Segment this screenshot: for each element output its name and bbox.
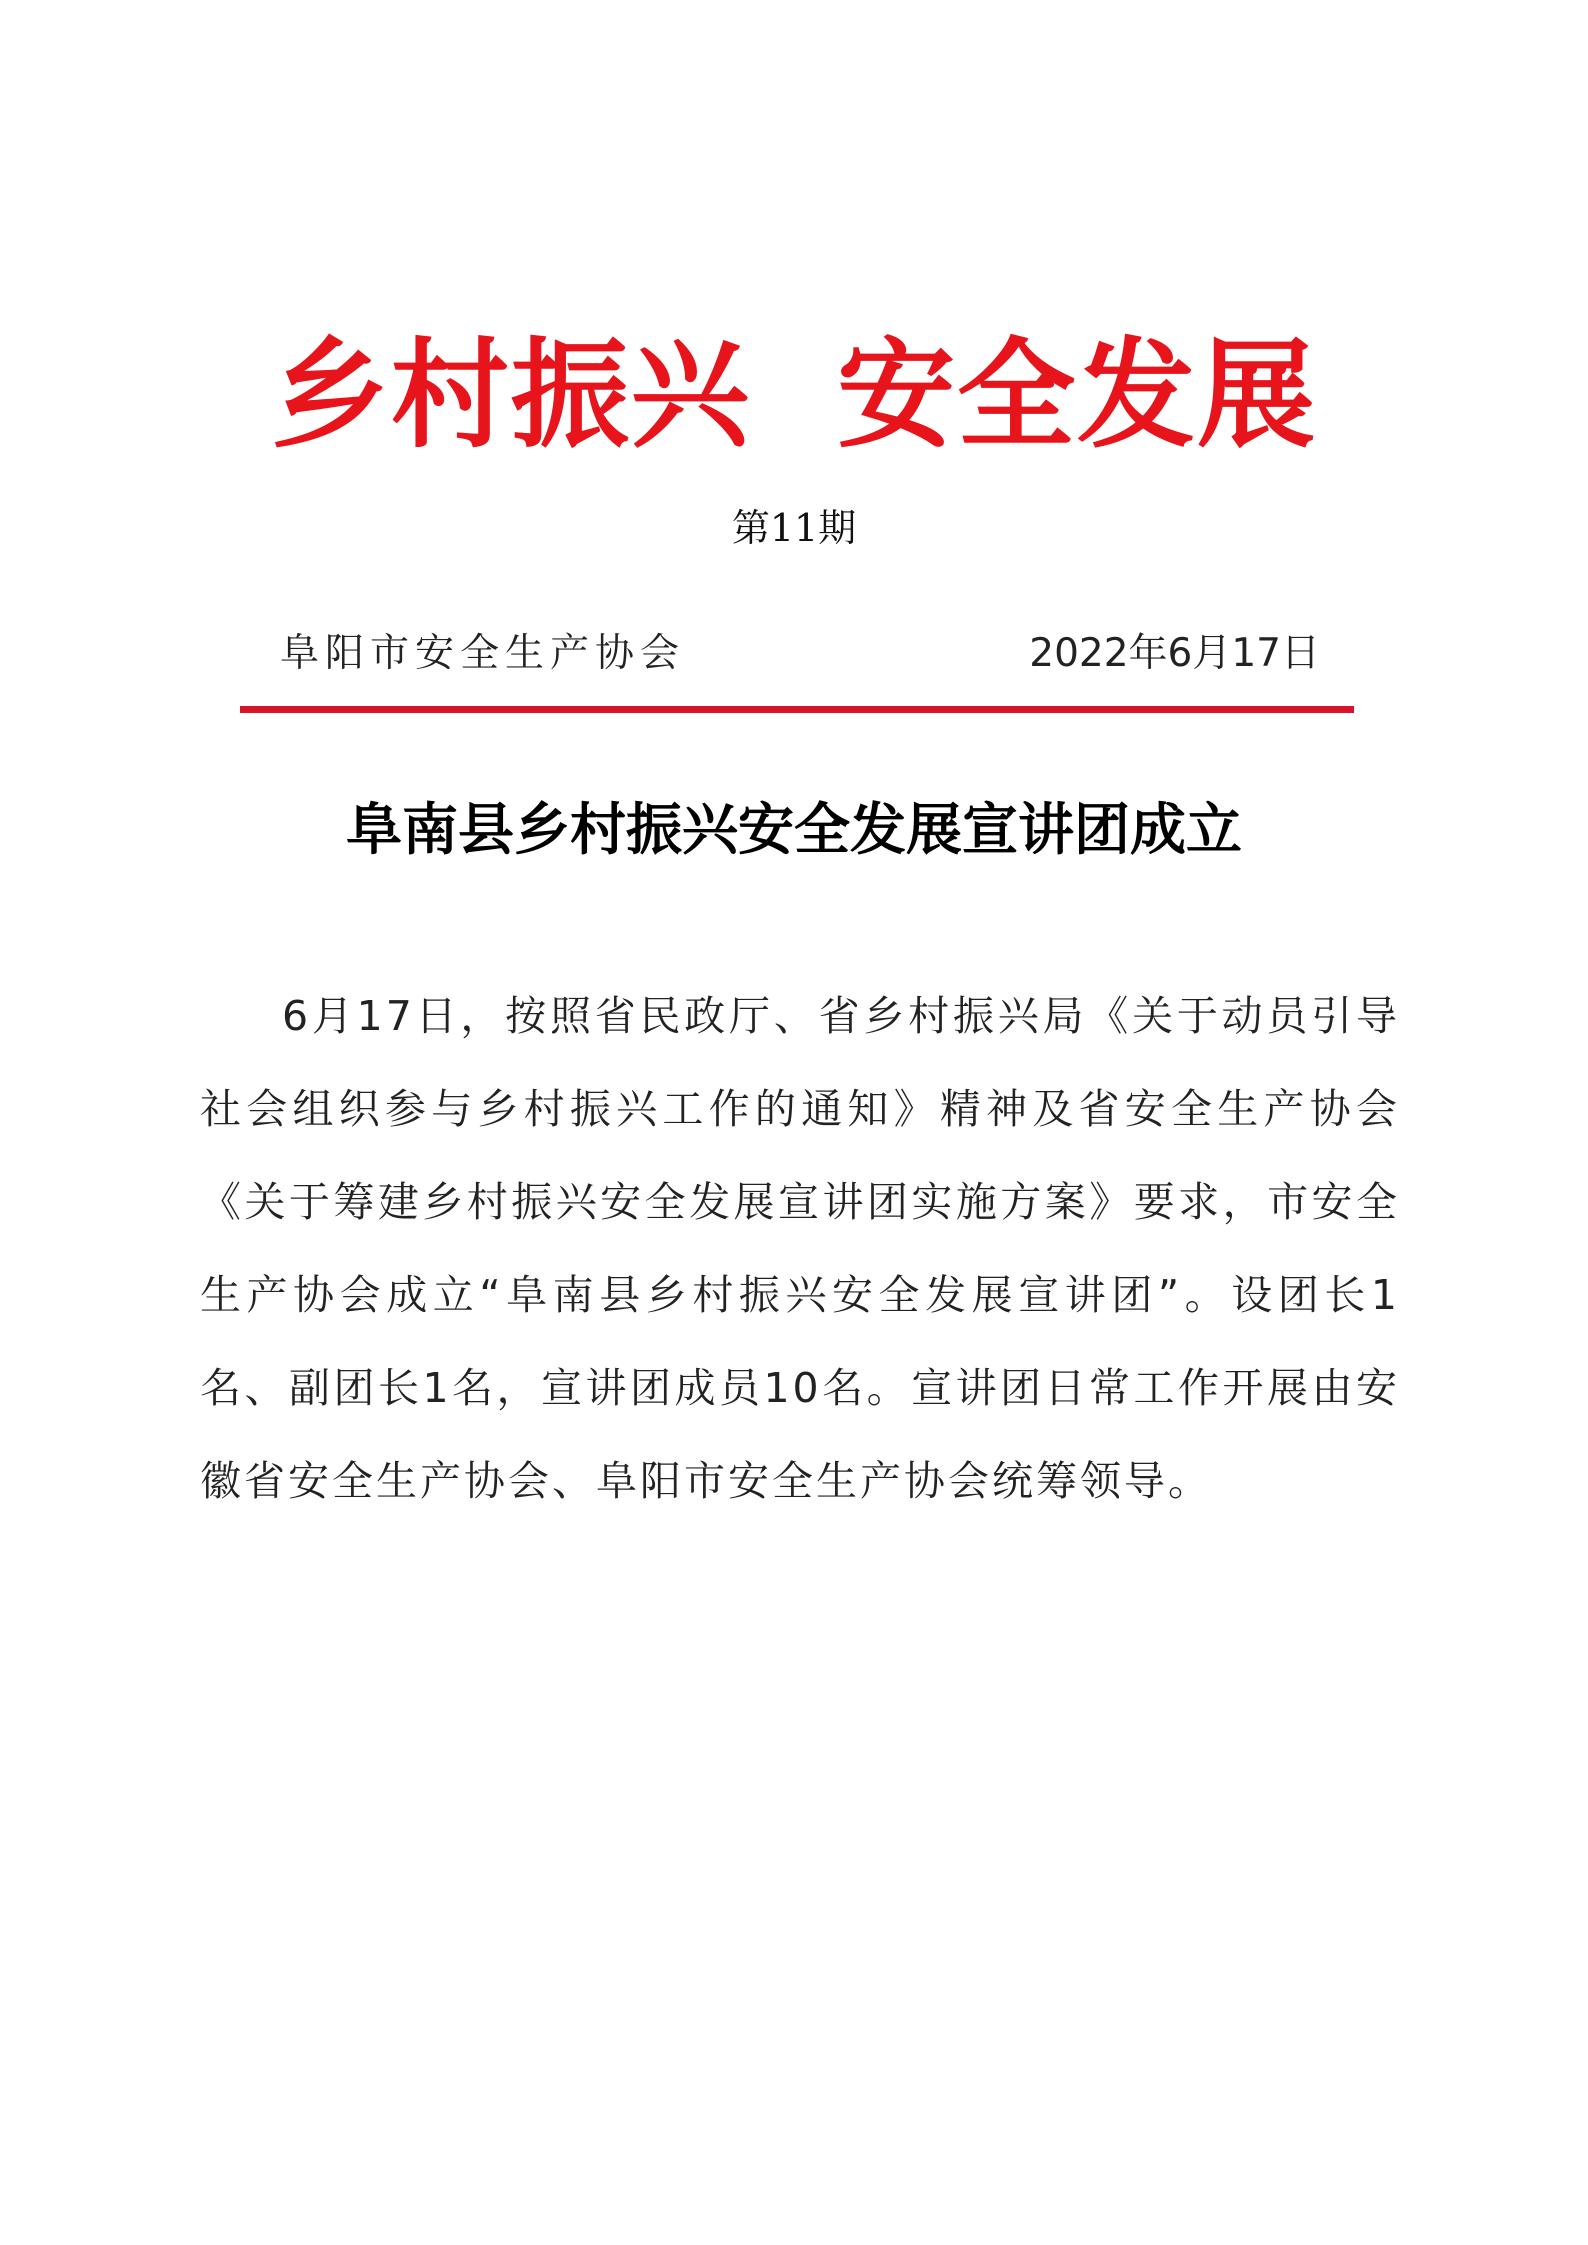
article-body: 6月17日，按照省民政厅、省乡村振兴局《关于动员引导社会组织参与乡村振兴工作的通知》精神及省安全生产协会《关于筹建乡村振兴安全发展宣讲团实施方案》要求，市安全生产协会成立“阜南县乡村振兴安全发展宣讲团”。设团长1名、副团长1名，宣讲团成员10名。宣讲团日常工作开展由安徽省安全生产协会、阜阳市安全生产协会统筹领导。	[200, 992, 1400, 1505]
publisher-name: 阜阳市安全生产协会	[280, 631, 686, 676]
publication-date: 2022年6月17日	[1029, 631, 1320, 676]
article-title: 阜南县乡村振兴安全发展宣讲团成立	[346, 797, 1242, 863]
header-divider	[240, 706, 1354, 713]
masthead-title: 乡村振兴 安全发展	[270, 326, 1318, 464]
publication-meta	[280, 624, 1320, 684]
issue-number: 第11期	[731, 506, 857, 550]
